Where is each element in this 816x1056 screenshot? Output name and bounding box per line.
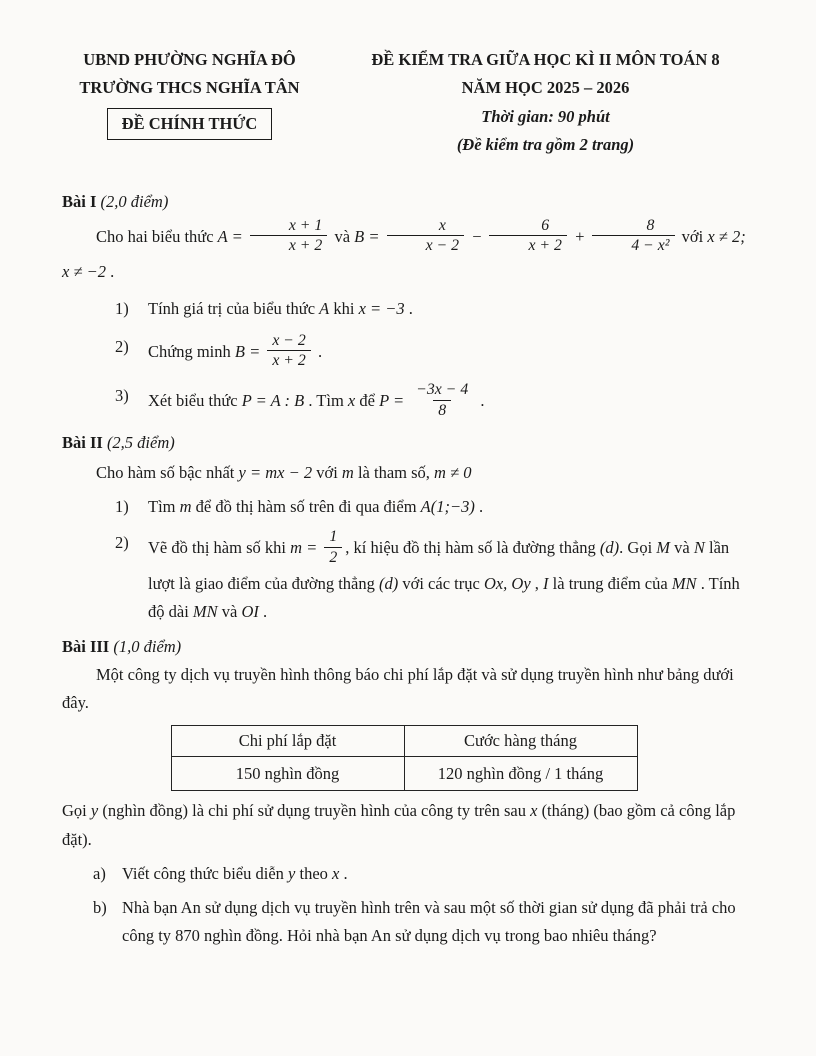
math-run: − [467,226,487,246]
exam-header [62,46,756,160]
math-run: N [693,538,705,558]
section-2-label: Bài II [62,432,103,452]
text-run: , [530,573,544,593]
math-run: m = [290,538,322,558]
item-text [148,493,756,521]
text-run: . [106,261,115,281]
text-run: Gọi [62,801,91,821]
list-item [93,894,756,951]
exam-duration: Thời gian: 90 phút [481,106,610,126]
official-exam-stamp: ĐỀ CHÍNH THỨC [107,108,273,140]
math-run: (d) [379,573,399,593]
fraction-denominator: x + 2 [250,235,327,256]
text-run: Chứng minh [148,341,235,361]
page-count-note: (Đề kiểm tra gồm 2 trang) [456,135,635,155]
math-run: + [569,226,590,246]
item-marker: 2) [115,336,129,356]
exam-title: ĐỀ KIỂM TRA GIỮA HỌC KÌ II MÔN TOÁN 8 [371,50,720,69]
text-run: . [313,341,323,361]
item-text [122,860,756,888]
math-run: A = [217,226,247,246]
section-1-label: Bài I [62,191,97,211]
fraction-numerator: x − 2 [272,331,306,349]
text-run: (nghìn đồng) là chi phí sử dụng truyền hình của công ty trên sau [98,801,531,821]
math-run: MN [192,602,218,622]
pricing-table-wrapper [52,725,756,791]
fraction-denominator: 4 − x² [592,235,674,256]
fraction [489,216,566,256]
fraction-numerator: 6 [541,216,550,234]
school-name: TRƯỜNG THCS NGHĨA TÂN [79,78,300,98]
list-item [115,493,756,521]
fraction-denominator: x − 2 [387,235,464,256]
math-run: m ≠ 0 [434,462,472,482]
text-run: . [476,391,485,411]
fraction-numerator: x [438,216,446,234]
item-text [122,894,756,951]
text-run: khi [329,299,359,319]
item-marker: 3) [115,386,129,406]
math-run: Ox, Oy [483,573,531,593]
section-2-intro [62,459,756,487]
text-run: Viết công thức biểu diễn [122,864,289,884]
text-run: . [339,864,348,884]
math-run: A(1;−3) [420,497,475,517]
math-run: y = mx − 2 [238,462,313,482]
list-item [93,860,756,888]
table-row [171,757,637,791]
text-run: , kí hiệu đồ thị hàm số là đường thẳng [345,538,600,558]
math-run: x [347,391,356,411]
math-run: x [530,801,538,821]
fraction-numerator: 8 [646,216,655,234]
math-run: B = [354,226,384,246]
fraction [250,216,327,256]
text-run: và [670,538,694,558]
text-run: lần lượt là giao điểm của đường thẳng [148,538,730,593]
text-run: để đồ thị hàm số trên đi qua điểm [191,497,421,517]
section-1-points: (2,0 điểm) [100,191,169,211]
section-3-items [93,860,756,950]
math-run: m [179,497,192,517]
authority-name: UBND PHƯỜNG NGHĨA ĐÔ [83,50,296,69]
math-run: A [319,299,330,319]
section-2-points: (2,5 điểm) [106,432,175,452]
text-run: . [474,497,484,517]
item-marker: a) [93,864,106,884]
column-header-monthly-fee: Cước hàng tháng [404,726,637,757]
fraction-numerator: 1 [329,528,338,546]
section-1-heading [62,192,756,212]
item-text [148,382,756,422]
list-item [115,333,756,373]
text-run: . Tìm [304,391,348,411]
math-run: (d) [599,538,620,558]
text-run: Cho hàm số bậc nhất [96,462,239,482]
fraction-denominator: 8 [433,400,451,421]
math-run: P = [379,391,409,411]
math-run: y [90,801,99,821]
fraction-numerator: x + 1 [288,216,323,234]
table-header-row [171,726,637,757]
fraction [592,216,674,256]
list-item [115,295,756,323]
section-3-label: Bài III [62,636,110,656]
item-text [148,529,756,626]
math-run: OI [241,602,259,622]
text-run: Nhà bạn An sử dụng dịch vụ truyền hình trên và sau một số thời gian sử dụng đã phải trả cho công ty 870 nghìn đồng. Hỏi nhà bạn An sử dụng dịch vụ trong bao nhiêu tháng? [122,897,736,945]
cell-installation-cost: 150 nghìn đồng [171,757,404,791]
item-marker: b) [93,897,107,917]
column-header-installation: Chi phí lắp đặt [171,726,404,757]
item-text [148,333,756,373]
math-run: M [656,538,671,558]
section-2-items [115,493,756,627]
fraction [267,331,310,371]
text-run: theo [295,864,333,884]
item-marker: 1) [115,497,129,517]
text-run: Tìm [148,497,180,517]
text-run: là trung điểm của [548,573,672,593]
math-run: MN [671,573,697,593]
pricing-table [171,725,638,791]
text-run: Tính giá trị của biểu thức [148,299,320,319]
item-text [148,295,756,323]
text-run: Vẽ đồ thị hàm số khi [148,538,291,558]
text-run: . Gọi [619,538,657,558]
list-item [115,529,756,626]
section-2-heading [62,433,756,453]
text-run: và [330,226,355,246]
text-run: với [677,226,708,246]
fraction [324,527,342,567]
text-run: để [355,391,380,411]
section-3-intro: Một công ty dịch vụ truyền hình thông báo chi phí lắp đặt và sử dụng truyền hình như bảng dưới đây. [62,664,734,712]
text-run: là tham số, [353,462,435,482]
text-run: và [217,602,242,622]
section-3-points: (1,0 điểm) [113,636,182,656]
text-run: Xét biểu thức [148,391,242,411]
text-run: với [312,462,342,482]
fraction [387,216,464,256]
section-1-items [115,295,756,422]
math-run: m [341,462,354,482]
fraction-denominator: x + 2 [267,350,310,371]
item-marker: 1) [115,299,129,319]
math-run: x ≠ 2; x ≠ −2 [62,226,746,281]
math-run: B = [234,341,265,361]
math-run: y [288,864,296,884]
math-run: P = A : B [241,391,305,411]
issuing-authority-block [62,46,317,140]
text-run: Cho hai biểu thức [96,226,218,246]
text-run: . [404,299,413,319]
fraction [411,380,473,420]
section-3-heading [62,637,756,657]
fraction-denominator: x + 2 [489,235,566,256]
text-run: với các trục [398,573,484,593]
cell-monthly-fee: 120 nghìn đồng / 1 tháng [404,757,637,791]
section-3-definition [62,797,756,854]
item-marker: 2) [115,533,129,553]
math-run: x [332,864,340,884]
math-run: I [543,573,549,593]
section-1-intro [62,218,756,287]
text-run: (tháng) (bao gồm cả công lắp đặt). [62,801,736,849]
fraction-numerator: −3x − 4 [416,381,469,399]
school-year: NĂM HỌC 2025 – 2026 [461,78,630,98]
fraction-denominator: 2 [324,547,342,568]
math-run: x = −3 [358,299,405,319]
exam-title-block [317,46,756,160]
text-run: . [258,602,268,622]
text-run: . Tính độ dài [148,573,740,622]
list-item [115,382,756,422]
